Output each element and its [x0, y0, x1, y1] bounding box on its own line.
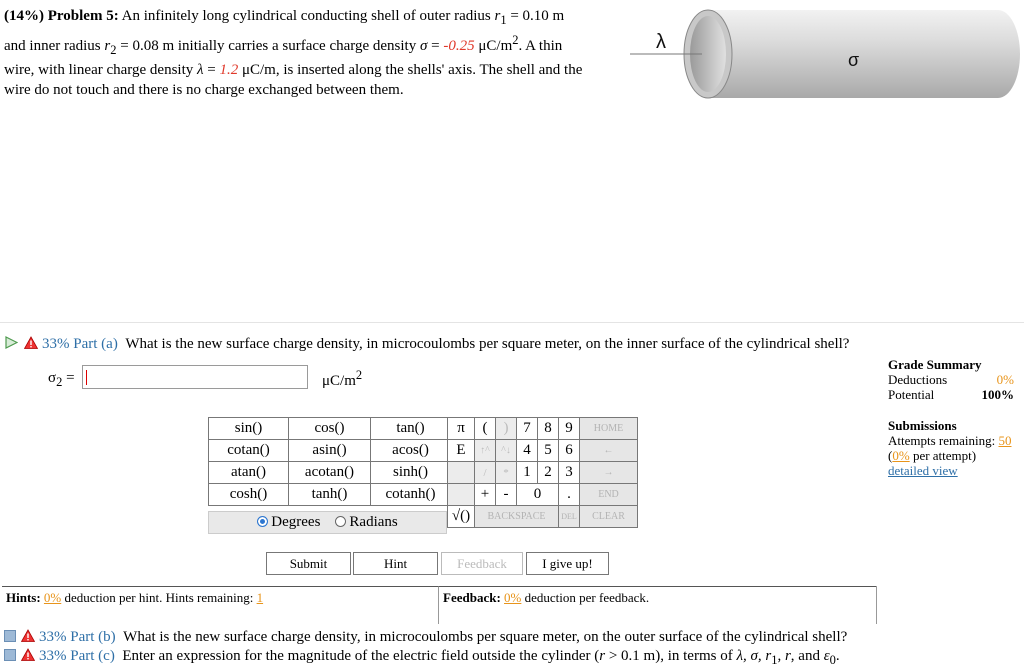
- deductions-label: Deductions: [888, 372, 948, 387]
- period: .: [835, 648, 840, 664]
- part-a-header[interactable]: [4, 334, 904, 354]
- digit-9-key[interactable]: 9: [559, 418, 580, 440]
- r1-sub: 1: [500, 13, 507, 27]
- problem-text: . A thin: [518, 38, 563, 54]
- warning-icon: [24, 336, 38, 349]
- problem-label: Problem 5:: [47, 8, 119, 24]
- down-key[interactable]: ^↓: [496, 440, 517, 462]
- epsilon-sub: 0: [829, 653, 836, 667]
- answer-input[interactable]: [82, 365, 308, 389]
- variables: λ, σ, r: [736, 648, 772, 664]
- grade-summary-title: Grade Summary: [888, 357, 982, 372]
- potential-label: Potential: [888, 387, 935, 402]
- angle-mode: [208, 511, 447, 534]
- lambda-value: 1.2: [219, 62, 239, 78]
- equals: =: [427, 38, 444, 54]
- divide-key[interactable]: /: [475, 462, 496, 484]
- dot-key[interactable]: .: [559, 484, 580, 506]
- asin-key[interactable]: asin(): [289, 440, 371, 462]
- hints-pct: 0%: [43, 590, 62, 605]
- warning-icon: [21, 629, 35, 642]
- grade-summary: [888, 357, 1014, 478]
- part-b-pct: 33%: [39, 629, 67, 645]
- r-symbol: r: [599, 648, 606, 664]
- attempts-row: [888, 433, 1014, 448]
- sigma-symbol: σ: [48, 370, 57, 386]
- problem-weight: (14%): [4, 8, 44, 24]
- part-b-question: What is the new surface charge density, in microcoulombs per square meter, on the outer surface of the cylindrical shell?: [123, 629, 848, 645]
- r1-sub: 1: [771, 653, 778, 667]
- degrees-radio[interactable]: [257, 516, 268, 527]
- radians-radio[interactable]: [335, 516, 346, 527]
- comma: ,: [777, 648, 785, 664]
- part-b-label: Part (b): [70, 629, 116, 645]
- sigma-unit: μC/m: [474, 38, 513, 54]
- digit-0-key[interactable]: 0: [517, 484, 559, 506]
- per-attempt-row: [888, 448, 1014, 463]
- problem-text: and inner radius: [4, 38, 105, 54]
- per-attempt-value: 0%: [892, 448, 910, 463]
- backspace-key[interactable]: BACKSPACE: [475, 506, 559, 528]
- tanh-key[interactable]: tanh(): [289, 484, 371, 506]
- cylinder-end: [976, 10, 1020, 98]
- digit-3-key[interactable]: 3: [559, 462, 580, 484]
- cylinder-diagram: [630, 6, 1020, 102]
- digit-5-key[interactable]: 5: [538, 440, 559, 462]
- part-a-pct: 33%: [42, 336, 70, 352]
- part-c-label: Part (c): [70, 648, 115, 664]
- text-cursor: [86, 370, 87, 385]
- up-key[interactable]: ↑^: [475, 440, 496, 462]
- del-key[interactable]: DEL: [559, 506, 580, 528]
- feedback-pct: 0%: [504, 590, 522, 605]
- acotan-key[interactable]: acotan(): [289, 462, 371, 484]
- cos-key[interactable]: cos(): [289, 418, 371, 440]
- detailed-view-link[interactable]: detailed view: [888, 463, 958, 478]
- r2-symbol: r: [104, 38, 111, 54]
- section-divider: [0, 322, 1024, 323]
- potential-value: 100%: [981, 387, 1014, 402]
- unit-sup: 2: [355, 368, 363, 382]
- problem-text: μC/m, is inserted along the shells' axis. The shell and the: [238, 62, 583, 78]
- hints-text: deduction per hint. Hints remaining:: [61, 590, 257, 605]
- r1-value: = 0.10 m: [506, 8, 565, 24]
- hints-panel: [2, 586, 438, 624]
- problem-line-1: [4, 6, 624, 30]
- problem-line-4: wire do not touch and there is no charge exchanged between them.: [4, 82, 404, 98]
- radians-label[interactable]: Radians: [349, 514, 398, 530]
- warning-icon: [21, 648, 35, 661]
- hints-remaining: 1: [256, 590, 264, 605]
- feedback-text: deduction per feedback.: [521, 590, 650, 605]
- sigma-value: -0.25: [443, 38, 475, 54]
- r2-value: = 0.08 m initially carries a surface charge density: [116, 38, 420, 54]
- answer-unit: [322, 368, 362, 390]
- part-c-question: > 0.1 m), in terms of: [605, 648, 737, 664]
- digit-4-key[interactable]: 4: [517, 440, 538, 462]
- end-key[interactable]: END: [580, 484, 638, 506]
- right-arrow-key[interactable]: →: [580, 462, 638, 484]
- clear-key[interactable]: CLEAR: [580, 506, 638, 528]
- function-keypad: [208, 417, 451, 506]
- cotanh-key[interactable]: cotanh(): [371, 484, 451, 506]
- sigma-label: σ: [848, 50, 860, 70]
- equals: =: [62, 370, 75, 386]
- submissions-title: Submissions: [888, 418, 957, 433]
- deductions-value: 0%: [996, 372, 1014, 387]
- sinh-key[interactable]: sinh(): [371, 462, 451, 484]
- digit-6-key[interactable]: 6: [559, 440, 580, 462]
- acos-key[interactable]: acos(): [371, 440, 451, 462]
- part-b-header[interactable]: [4, 628, 847, 647]
- feedback-border: [876, 586, 877, 624]
- close-paren-key[interactable]: ): [496, 418, 517, 440]
- lambda-label: λ: [656, 31, 666, 53]
- feedback-label: Feedback:: [443, 590, 501, 605]
- degrees-label[interactable]: Degrees: [271, 514, 321, 530]
- problem-statement: [4, 6, 624, 100]
- equals: =: [203, 62, 220, 78]
- sigma-symbol: σ: [419, 38, 428, 54]
- paren: (: [888, 448, 893, 463]
- submit-button[interactable]: Submit: [266, 552, 351, 575]
- part-a-question: What is the new surface charge density, in microcoulombs per square meter, on the inner surface of the cylindrical shell?: [125, 336, 850, 352]
- play-icon[interactable]: [4, 336, 18, 349]
- r1-symbol: r: [494, 8, 501, 24]
- tan-key[interactable]: tan(): [371, 418, 451, 440]
- part-c-header[interactable]: [4, 647, 840, 670]
- multiply-key[interactable]: *: [496, 462, 517, 484]
- part-c-pct: 33%: [39, 648, 67, 664]
- sigma-unit-sup: 2: [512, 33, 519, 47]
- problem-text: An infinitely long cylindrical conducting shell of outer radius: [121, 8, 495, 24]
- give-up-button[interactable]: I give up!: [526, 552, 609, 575]
- digit-8-key[interactable]: 8: [538, 418, 559, 440]
- sigma-sub: 2: [56, 375, 63, 389]
- pi-key[interactable]: π: [448, 418, 475, 440]
- feedback-panel: [438, 586, 876, 624]
- collapsed-icon[interactable]: [4, 630, 16, 642]
- per-attempt-label: per attempt): [909, 448, 977, 463]
- minus-key[interactable]: -: [496, 484, 517, 506]
- digit-1-key[interactable]: 1: [517, 462, 538, 484]
- part-c-question: Enter an expression for the magnitude of the electric field outside the cylinder (: [122, 648, 600, 664]
- problem-line-3: [4, 60, 624, 80]
- hints-label: Hints:: [6, 590, 41, 605]
- lambda-symbol: λ: [197, 62, 204, 78]
- sin-key[interactable]: sin(): [209, 418, 289, 440]
- problem-text: wire, with linear charge density: [4, 62, 197, 78]
- cosh-key[interactable]: cosh(): [209, 484, 289, 506]
- digit-7-key[interactable]: 7: [517, 418, 538, 440]
- feedback-button[interactable]: Feedback: [441, 552, 523, 575]
- number-keypad: [447, 417, 638, 528]
- r2-sub: 2: [110, 43, 117, 57]
- answer-variable: [48, 370, 75, 390]
- cotan-key[interactable]: cotan(): [209, 440, 289, 462]
- plus-key[interactable]: +: [475, 484, 496, 506]
- digit-2-key[interactable]: 2: [538, 462, 559, 484]
- hint-button[interactable]: Hint: [353, 552, 438, 575]
- attempts-value: 50: [998, 433, 1012, 448]
- r-symbol: r: [784, 648, 791, 664]
- epsilon-symbol: ε: [823, 648, 830, 664]
- collapsed-icon[interactable]: [4, 649, 16, 661]
- empty-key: [448, 484, 475, 506]
- part-a-label: Part (a): [73, 336, 118, 352]
- e-key[interactable]: E: [448, 440, 475, 462]
- attempts-label: Attempts remaining:: [888, 433, 999, 448]
- problem-line-2: [4, 30, 624, 60]
- deductions-row: [888, 372, 1014, 387]
- atan-key[interactable]: atan(): [209, 462, 289, 484]
- empty-key: [448, 462, 475, 484]
- potential-row: [888, 387, 1014, 402]
- unit-text: μC/m: [322, 373, 356, 389]
- open-paren-key[interactable]: (: [475, 418, 496, 440]
- home-key[interactable]: HOME: [580, 418, 638, 440]
- and-text: , and: [790, 648, 824, 664]
- sqrt-key[interactable]: √(): [448, 506, 475, 528]
- left-arrow-key[interactable]: ←: [580, 440, 638, 462]
